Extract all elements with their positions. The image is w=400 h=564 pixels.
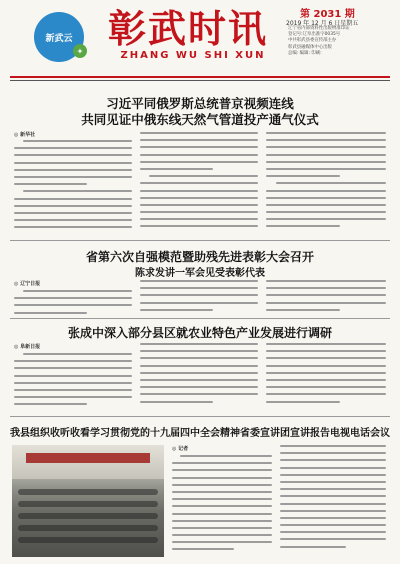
issue-info-line: 彰武县融媒体中心出版 [288,44,332,50]
article-4-column [172,455,272,559]
meeting-photo [12,445,164,557]
article-4-column [280,445,386,559]
app-logo [34,12,84,62]
masthead [0,0,400,78]
section-divider [10,240,390,241]
issue-info-line: 辽宁省内部资料性出版物准印证 [288,26,350,31]
article-2-column [140,280,258,316]
leaf-icon: ✦ [73,44,87,58]
section-divider [10,416,390,417]
article-2-column [14,290,132,316]
issue-info-line: 总编: 编辑: 印刷: [288,50,322,56]
article-3-byline: ◎ 阜新日报 [14,344,41,350]
article-3-headline: 张成中深入部分县区就农业特色产业发展进行调研 [67,326,332,340]
article-1-byline: ◎ 新华社 [14,132,36,138]
issue-info [288,26,388,57]
article-4-headline: 我县组织收听收看学习贯彻党的十九届四中全会精神省委宣讲团宣讲报告电视电话会议 [10,428,390,439]
paper-pinyin: ZHANG WU SHI XUN [120,50,266,61]
issue-date: 2019 年 12 月 6 日星期五 [286,20,359,27]
article-1-column [140,132,258,236]
article-1-column [266,132,386,236]
article-1-column [14,140,132,236]
issue-info-line: 中共彰武县委宣传部主办 [288,38,337,44]
masthead-rule-thin [10,80,390,81]
article-2-headline: 省第六次自强模范暨助残先进表彰大会召开 [85,250,314,264]
article-3-column [140,343,258,413]
masthead-rule [10,76,390,78]
issue-info-line: 登记号:辽阜出准字0035号 [288,32,341,38]
article-3-column [14,353,132,413]
issue-number: 第 2031 期 [300,9,355,20]
article-2-subheadline: 陈求发讲一军会见受表彰代表 [135,268,265,279]
article-2-column [266,280,386,316]
article-1-headline: 习近平同俄罗斯总统普京视频连线 [106,96,294,111]
app-logo-text: 新武云 [45,33,73,44]
article-2-byline: ◎ 辽宁日报 [14,281,41,287]
section-divider [10,318,390,319]
paper-name: 彰武时讯 [107,6,268,51]
article-3-column [266,343,386,413]
article-4-byline: ◎ 记者 [172,446,189,452]
article-1-subheadline: 共同见证中俄东线天然气管道投产通气仪式 [81,112,319,127]
